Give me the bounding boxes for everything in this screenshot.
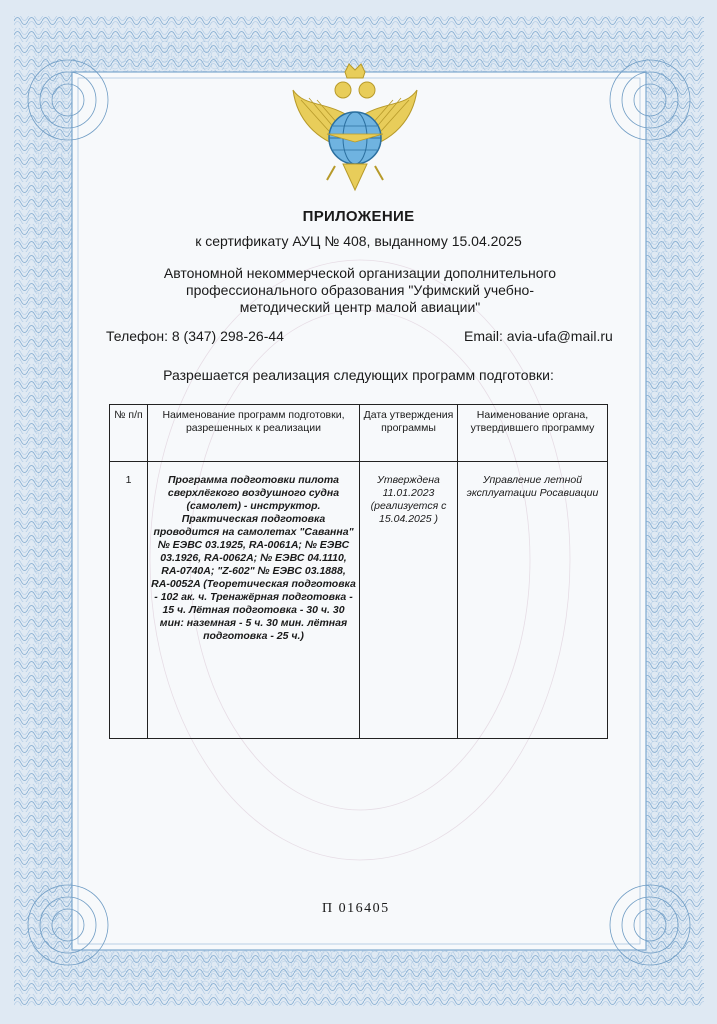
email-address: Email: avia-ufa@mail.ru [464, 328, 613, 344]
document-title: ПРИЛОЖЕНИЕ [302, 208, 415, 225]
column-header-program: Наименование программ подготовки, разрешенных к реализации [148, 405, 360, 462]
phone-number: Телефон: 8 (347) 298-26-44 [106, 328, 284, 344]
eagle-emblem-icon [287, 60, 423, 210]
serial-number: П 016405 [322, 901, 390, 916]
program-name: Программа подготовки пилота сверхлёгкого воздушного судна (самолет) - инструктор. Практическая подготовка проводится на самолетах "Саванна" № ЕЭВС 03.1925, RA-0061A; № ЕЭВС 03.1926, RA-0062A; № ЕЭВС 04.1110, RA-0740A; "Z-602" № ЕЭВС 03.1888, RA-0052A (Теоретическая подготовка - 102 ак. ч. Тренажёрная подготовка - 15 ч. Лётная подготовка - 30 ч. 30 мин: наземная - 5 ч. 30 мин. лётная подготовка - 25 ч.) [148, 462, 360, 739]
organization-name: Автономной некоммерческой организации дополнительного профессионального образования "Уфимский учебно-методический центр малой авиации" [163, 265, 557, 315]
column-header-authority: Наименование органа, утвердившего программу [458, 405, 608, 462]
allowed-programs-heading: Разрешается реализация следующих программ подготовки: [163, 367, 554, 383]
row-number: 1 [110, 462, 148, 739]
certificate-reference: к сертификату АУЦ № 408, выданному 15.04.2025 [195, 233, 522, 249]
table-header-row [110, 405, 608, 462]
column-header-number: № п/п [110, 405, 148, 462]
approving-authority: Управление летной эксплуатации Росавиации [458, 462, 608, 739]
approval-date: Утверждена 11.01.2023 (реализуется с 15.04.2025 ) [360, 462, 458, 739]
programs-table [109, 404, 608, 739]
table-row [110, 462, 608, 739]
column-header-date: Дата утверждения программы [360, 405, 458, 462]
